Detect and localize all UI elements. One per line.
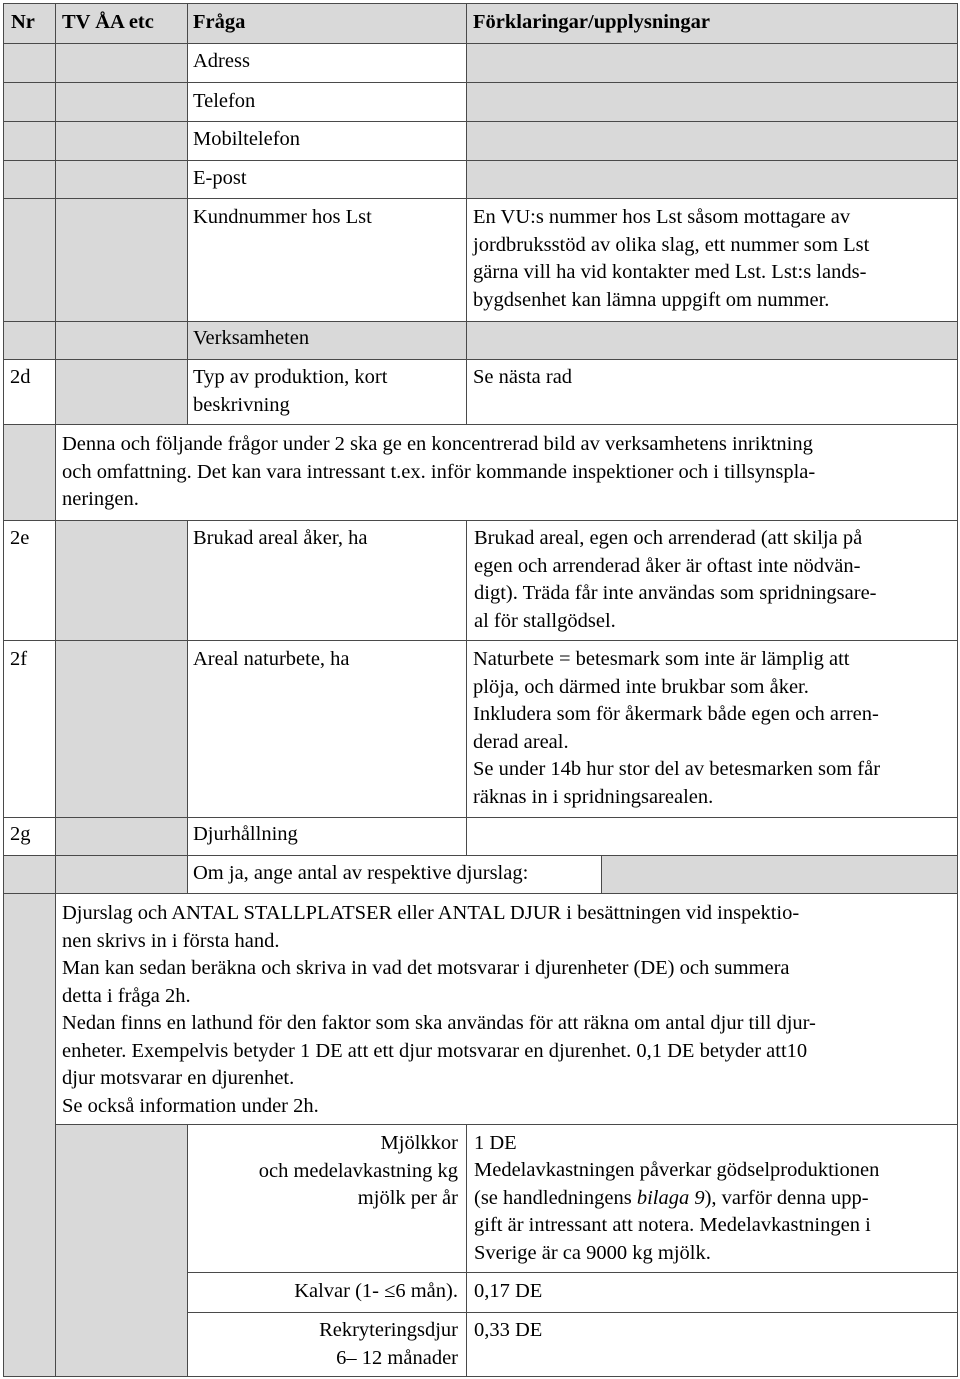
- nr-tv-shade-upper: [3, 43, 187, 321]
- animal-note-mjolkkor: [474, 1157, 879, 1267]
- nr-shade-intro: [3, 424, 55, 520]
- row-2g-nr: 2g: [10, 823, 31, 845]
- question-telefon: Telefon: [193, 90, 256, 112]
- animal-de-rekrytering: 0,33 DE: [474, 1319, 543, 1341]
- sub-row-shade-right: [601, 855, 957, 893]
- animal-info-paragraph: Djurslag och ANTAL STALLPLATSER eller ANTAL DJUR i besättningen vid inspektio- nen skrivs in i första hand. Man kan sedan beräkna och skriva in vad det motsvarar i djurenheter (DE) och summera detta i fråga 2h. Nedan finns en lathund för den faktor som ska användas för att räkna om antal djur till djur- enheter. Exempelvis betyder 1 DE att ett djur motsvarar en djurenhet. 0,1 DE betyder att10 djur motsvarar en djurenhet. Se också information under 2h.: [62, 902, 816, 1117]
- row-2e-info: Brukad areal, egen och arrenderad (att skilja på egen och arrenderad åker är oftast inte nödvän- digt). Träda får inte användas som spridningsare- al för stallgödsel.: [474, 527, 877, 632]
- row-2d-nr: 2d: [10, 366, 31, 388]
- header-question: Fråga: [193, 11, 246, 33]
- intro-paragraph: Denna och följande frågor under 2 ska ge en koncentrerad bild av verksamhetens inriktning och omfattning. Det kan vara intressant t.ex. inför kommande inspektioner och i tillsynspla- neringen.: [62, 433, 816, 510]
- row-2f-nr: 2f: [10, 648, 28, 670]
- animal-left-shade: [55, 1124, 187, 1376]
- animal-note-emphasis: bilaga 9: [636, 1186, 705, 1209]
- row-2d-question: Typ av produktion, kort beskrivning: [193, 366, 388, 416]
- row-2d-info: Se nästa rad: [473, 366, 573, 388]
- animal-label-rekrytering: Rekryteringsdjur 6– 12 månader: [319, 1319, 458, 1369]
- info-kundnummer: En VU:s nummer hos Lst såsom mottagare av jordbruksstöd av olika slag, ett nummer som Lst gärna vill ha vid kontakter med Lst. Lst:s lands- bygdsenhet kan lämna uppgift om nummer.: [473, 206, 870, 311]
- verksamheten-row-shade: [3, 321, 957, 359]
- section-verksamheten: Verksamheten: [193, 327, 310, 349]
- header-explanation: Förklaringar/upplysningar: [473, 11, 710, 33]
- header-tv-aa: TV ÅA etc: [62, 11, 154, 33]
- header-nr: Nr: [11, 11, 35, 33]
- row-2f-question: Areal naturbete, ha: [193, 648, 350, 670]
- row-2f-info: Naturbete = betesmark som inte är lämplig att plöja, och därmed inte brukbar som åker. Inkludera som för åkermark både egen och arren- derad areal. Se under 14b hur stor del av betesmarken som får räknas in i spridningsarealen.: [473, 648, 881, 808]
- animal-label-mjolkkor: Mjölkkor och medelavkastning kg mjölk per år: [258, 1132, 458, 1209]
- nr-shade-lower: [3, 893, 55, 1376]
- question-mobiltelefon: Mobiltelefon: [193, 128, 301, 150]
- animal-note-part2: ), varför denna upp- gift är intressant att notera. Medelavkastningen i Sverige är ca 9000 kg mjölk.: [474, 1186, 871, 1264]
- question-kundnummer: Kundnummer hos Lst: [193, 206, 372, 228]
- animal-de-mjolkkor: 1 DE: [474, 1132, 517, 1154]
- question-epost: E-post: [193, 167, 247, 189]
- animal-de-kalvar: 0,17 DE: [474, 1280, 543, 1302]
- tv-shade-2d: [55, 359, 187, 424]
- animal-note-part1: Medelavkastningen påverkar gödselproduktionen (se handledningens: [474, 1159, 880, 1209]
- tv-shade-2f: [55, 640, 187, 817]
- row-2e-question: Brukad areal åker, ha: [193, 527, 368, 549]
- row-2g-subquestion: Om ja, ange antal av respektive djurslag:: [193, 862, 529, 884]
- row-2e-nr: 2e: [10, 527, 30, 549]
- animal-label-kalvar: Kalvar (1- ≤6 mån).: [294, 1280, 458, 1302]
- sub-row-shade-left: [3, 855, 187, 893]
- tv-shade-2e: [55, 520, 187, 640]
- row-2g-question: Djurhållning: [193, 823, 298, 845]
- tv-shade-2g: [55, 817, 187, 855]
- question-adress: Adress: [193, 50, 250, 72]
